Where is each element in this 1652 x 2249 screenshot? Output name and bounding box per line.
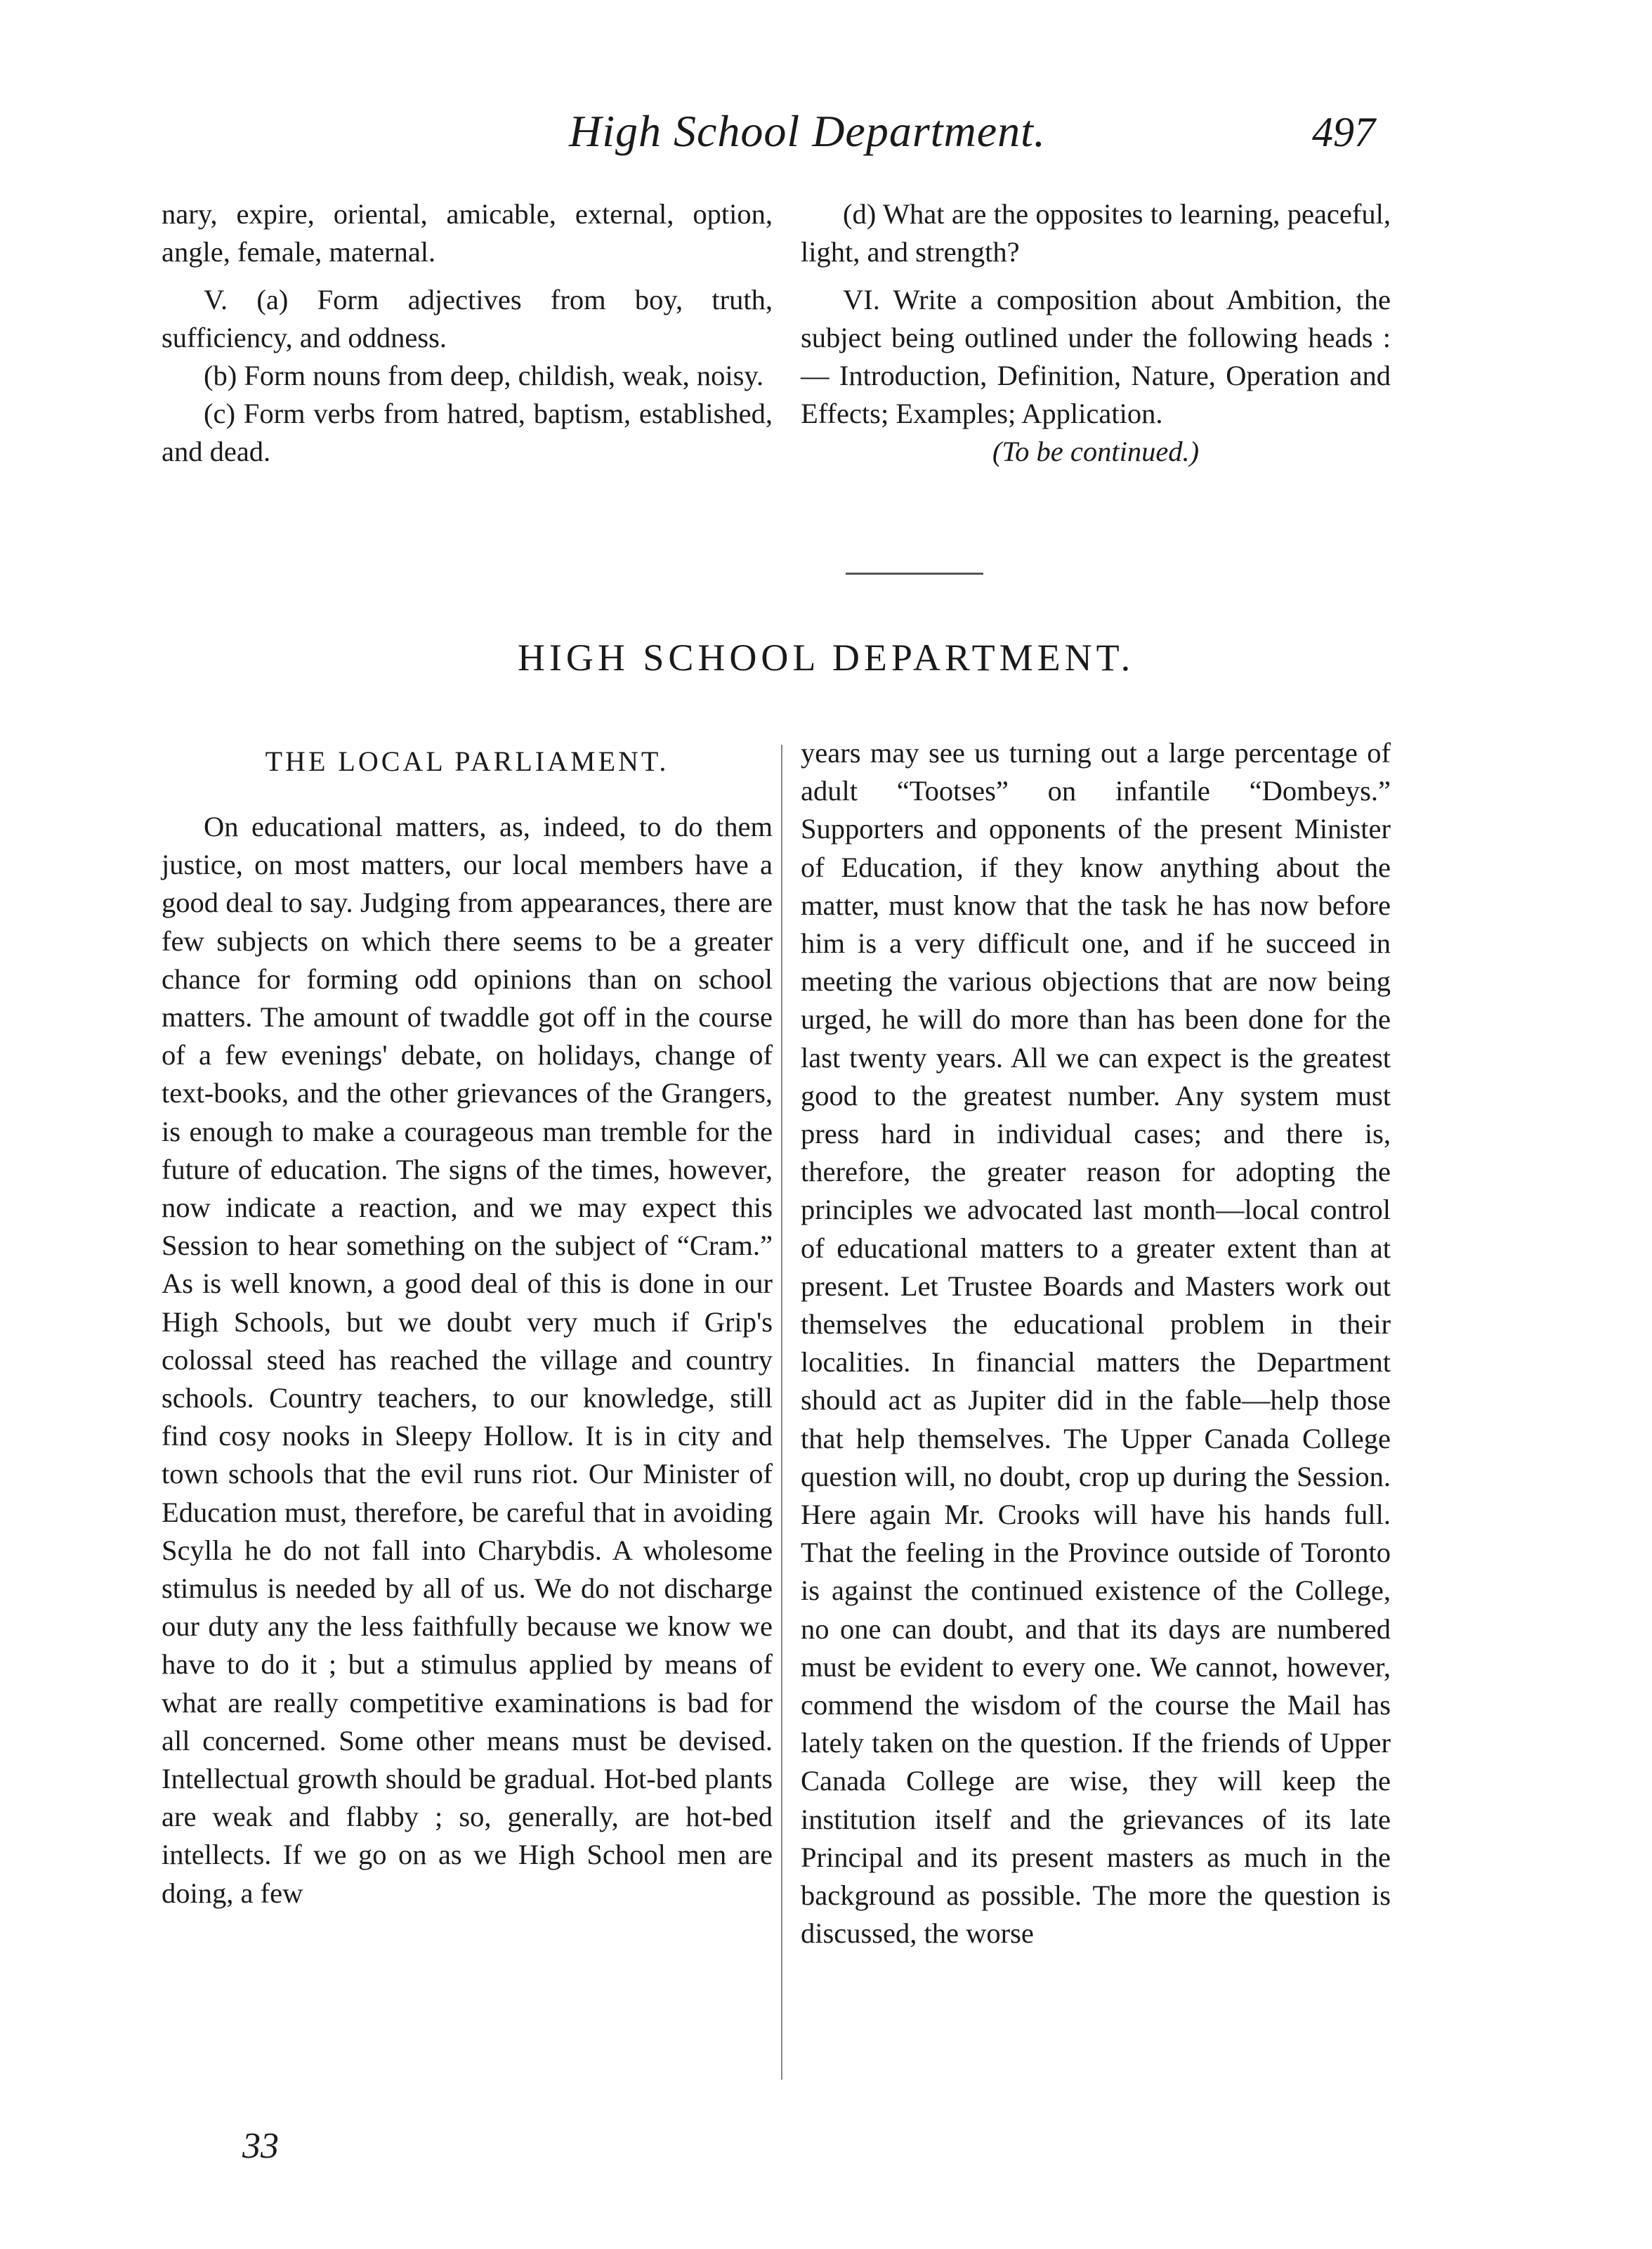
- exercise-item: (c) Form verbs from hatred, baptism, established, and dead.: [162, 398, 773, 467]
- to-be-continued: (To be continued.): [992, 436, 1200, 467]
- column-rule: [781, 745, 782, 2080]
- running-head-title: High School Department.: [569, 106, 1046, 156]
- page-number: 497: [1312, 109, 1375, 155]
- article-text-left: On educational matters, as, indeed, to do them justice, on most matters, our local members have a good deal to say. Judging from appearances, there are few subjects on which there seems to be a greater chance for forming odd opinions than on school matters. The amount of twaddle got off in the course of a few evenings' debate, on holidays, change of text-books, and the other grievances of the Grangers, is enough to make a courageous man tremble for the future of education. The signs of the times, however, now indicate a reaction, and we may expect this Session to hear something on the subject of “Cram.” As is well known, a good deal of this is done in our High Schools, but we doubt very much if Grip's colossal steed has reached the village and country schools. Country teachers, to our knowledge, still find cosy nooks in Sleepy Hollow. It is in city and town schools that the evil runs riot. Our Minister of Education must, therefore, be careful that in avoiding Scylla he do not fall into Charybdis. A wholesome stimulus is needed by all of us. We do not discharge our duty any the less faithfully because we know we have to do it ; but a stimulus applied by means of what are really competitive examinations is bad for all concerned. Some other means must be devised. Intellectual growth should be gradual. Hot-bed plants are weak and flabby ; so, generally, are hot-bed intellects. If we go on as we High School men are doing, a few: [162, 811, 773, 1909]
- exercise-item: VI. Write a composition about Ambition, the subject being outlined under the following heads :— Introduction, Definition, Nature, Operation and Effects; Examples; Application.: [801, 284, 1391, 429]
- signature-mark: 33: [242, 2126, 279, 2166]
- exercise-item: (d) What are the opposites to learning, peaceful, light, and strength?: [801, 198, 1391, 268]
- exercise-text: nary, expire, oriental, amicable, external, option, angle, female, maternal.: [162, 198, 773, 268]
- exercise-column-right: [801, 195, 1391, 471]
- section-divider: [846, 573, 983, 575]
- exercise-column-left: [162, 195, 773, 471]
- article-title: THE LOCAL PARLIAMENT.: [265, 745, 669, 777]
- exercise-item: (b) Form nouns from deep, childish, weak, noisy.: [204, 360, 764, 391]
- section-heading: HIGH SCHOOL DEPARTMENT.: [517, 637, 1135, 679]
- article-column-right: [801, 734, 1391, 1953]
- exercise-item: V. (a) Form adjectives from boy, truth, sufficiency, and oddness.: [162, 284, 773, 353]
- article-text-right: years may see us turning out a large percentage of adult “Tootses” on infantile “Dombeys.” Supporters and opponents of the present Minister of Education, if they know anything about the matter, must know that the task he has now before him is a very difficult one, and if he succeed in meeting the various objections that are now being urged, he will do more than has been done for the last twenty years. All we can expect is the greatest good to the greatest number. Any system must press hard in individual cases; and there is, therefore, the greater reason for adopting the principles we advocated last month—local control of educational matters to a greater extent than at present. Let Trustee Boards and Masters work out themselves the educational problem in their localities. In financial matters the Department should act as Jupiter did in the fable—help those that help themselves. The Upper Canada College question will, no doubt, crop up during the Session. Here again Mr. Crooks will have his hands full. That the feeling in the Province outside of Toronto is against the continued existence of the College, no one can doubt, and that its days are numbered must be evident to every one. We cannot, however, commend the wisdom of the course the Mail has lately taken on the question. If the friends of Upper Canada College are wise, they will keep the institution itself and the grievances of its late Principal and its present masters as much in the background as possible. The more the question is discussed, the worse: [801, 737, 1391, 1950]
- article-column-left: [162, 808, 773, 1912]
- running-head: [0, 105, 1652, 169]
